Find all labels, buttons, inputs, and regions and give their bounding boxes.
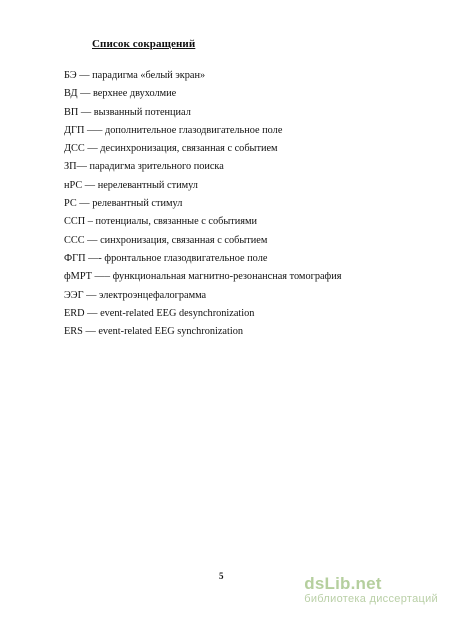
watermark-tagline: библиотека диссертаций bbox=[304, 593, 438, 605]
abbreviation-separator: — bbox=[76, 70, 93, 81]
abbreviation-key: ЭЭГ bbox=[64, 289, 84, 301]
abbreviation-definition: event-related EEG desynchronization bbox=[100, 307, 255, 319]
abbreviation-separator: — bbox=[82, 179, 98, 191]
page-number: 5 bbox=[219, 571, 224, 581]
abbreviation-definition: электроэнцефалограмма bbox=[99, 289, 207, 301]
abbreviation-definition: фронтальное глазодвигательное поле bbox=[104, 252, 268, 264]
list-item bbox=[64, 177, 341, 195]
list-item bbox=[64, 122, 341, 140]
abbreviation-separator: — bbox=[83, 289, 100, 301]
abbreviation-definition: дополнительное глазодвигательное поле bbox=[105, 124, 283, 136]
abbreviation-key: ВД bbox=[64, 88, 78, 100]
abbreviation-list bbox=[64, 67, 341, 341]
list-item bbox=[64, 268, 341, 286]
abbreviation-separator: — bbox=[84, 234, 101, 246]
abbreviation-separator: —- bbox=[85, 252, 105, 264]
abbreviation-definition: потенциалы, связанные с событиями bbox=[95, 216, 258, 228]
abbreviation-key: ERD bbox=[64, 307, 85, 319]
abbreviation-separator: — bbox=[76, 161, 90, 173]
abbreviation-key: ДСС bbox=[64, 143, 85, 155]
abbreviation-key: нРС bbox=[64, 179, 83, 191]
abbreviation-separator: — bbox=[76, 198, 93, 210]
abbreviation-definition: релевантный стимул bbox=[92, 198, 183, 210]
list-item bbox=[64, 140, 341, 158]
list-item bbox=[64, 195, 341, 213]
abbreviation-separator: — bbox=[77, 88, 93, 100]
list-item bbox=[64, 213, 341, 231]
abbreviation-key: фМРТ bbox=[64, 271, 92, 283]
list-item bbox=[64, 305, 341, 323]
abbreviation-definition: вызванный потенциал bbox=[93, 106, 191, 118]
abbreviation-definition: нерелевантный стимул bbox=[97, 179, 198, 191]
list-item bbox=[64, 104, 341, 122]
abbreviation-key: ВП bbox=[64, 106, 79, 118]
watermark-logo bbox=[304, 575, 438, 606]
abbreviation-separator: — bbox=[78, 106, 94, 118]
abbreviation-definition: синхронизация, связанная с событием bbox=[100, 234, 268, 246]
abbreviation-definition: десинхронизация, связанная с событием bbox=[100, 143, 278, 155]
abbreviation-key: ERS bbox=[64, 326, 83, 338]
abbreviation-key: БЭ bbox=[64, 70, 77, 81]
abbreviation-separator: — bbox=[84, 307, 101, 319]
abbreviation-definition: функциональная магнитно-резонансная томография bbox=[112, 271, 342, 283]
abbreviation-definition: парадигма «белый экран» bbox=[92, 70, 206, 81]
abbreviation-definition: event-related EEG synchronization bbox=[98, 326, 244, 338]
abbreviation-separator: – bbox=[85, 216, 96, 228]
list-item bbox=[64, 287, 341, 305]
abbreviation-key: ССП bbox=[64, 216, 86, 228]
list-item bbox=[64, 158, 341, 176]
list-item bbox=[64, 250, 341, 268]
list-item bbox=[64, 232, 341, 250]
page-title: Список сокращений bbox=[92, 38, 196, 50]
abbreviation-separator: — bbox=[82, 326, 99, 338]
abbreviation-key: ЗП bbox=[64, 161, 77, 173]
abbreviation-separator: — bbox=[84, 143, 101, 155]
abbreviation-separator: —– bbox=[84, 124, 106, 136]
watermark-brand: dsLib.net bbox=[304, 574, 382, 593]
abbreviation-definition: парадигма зрительного поиска bbox=[89, 161, 224, 173]
abbreviation-key: ДГП bbox=[64, 124, 85, 136]
list-item bbox=[64, 67, 341, 85]
abbreviation-key: ФГП bbox=[64, 252, 86, 264]
list-item bbox=[64, 85, 341, 103]
list-item bbox=[64, 323, 341, 341]
abbreviation-definition: верхнее двухолмие bbox=[92, 88, 177, 100]
abbreviation-key: РС bbox=[64, 198, 77, 210]
abbreviation-separator: —– bbox=[91, 271, 113, 283]
abbreviation-key: ССС bbox=[64, 234, 85, 246]
